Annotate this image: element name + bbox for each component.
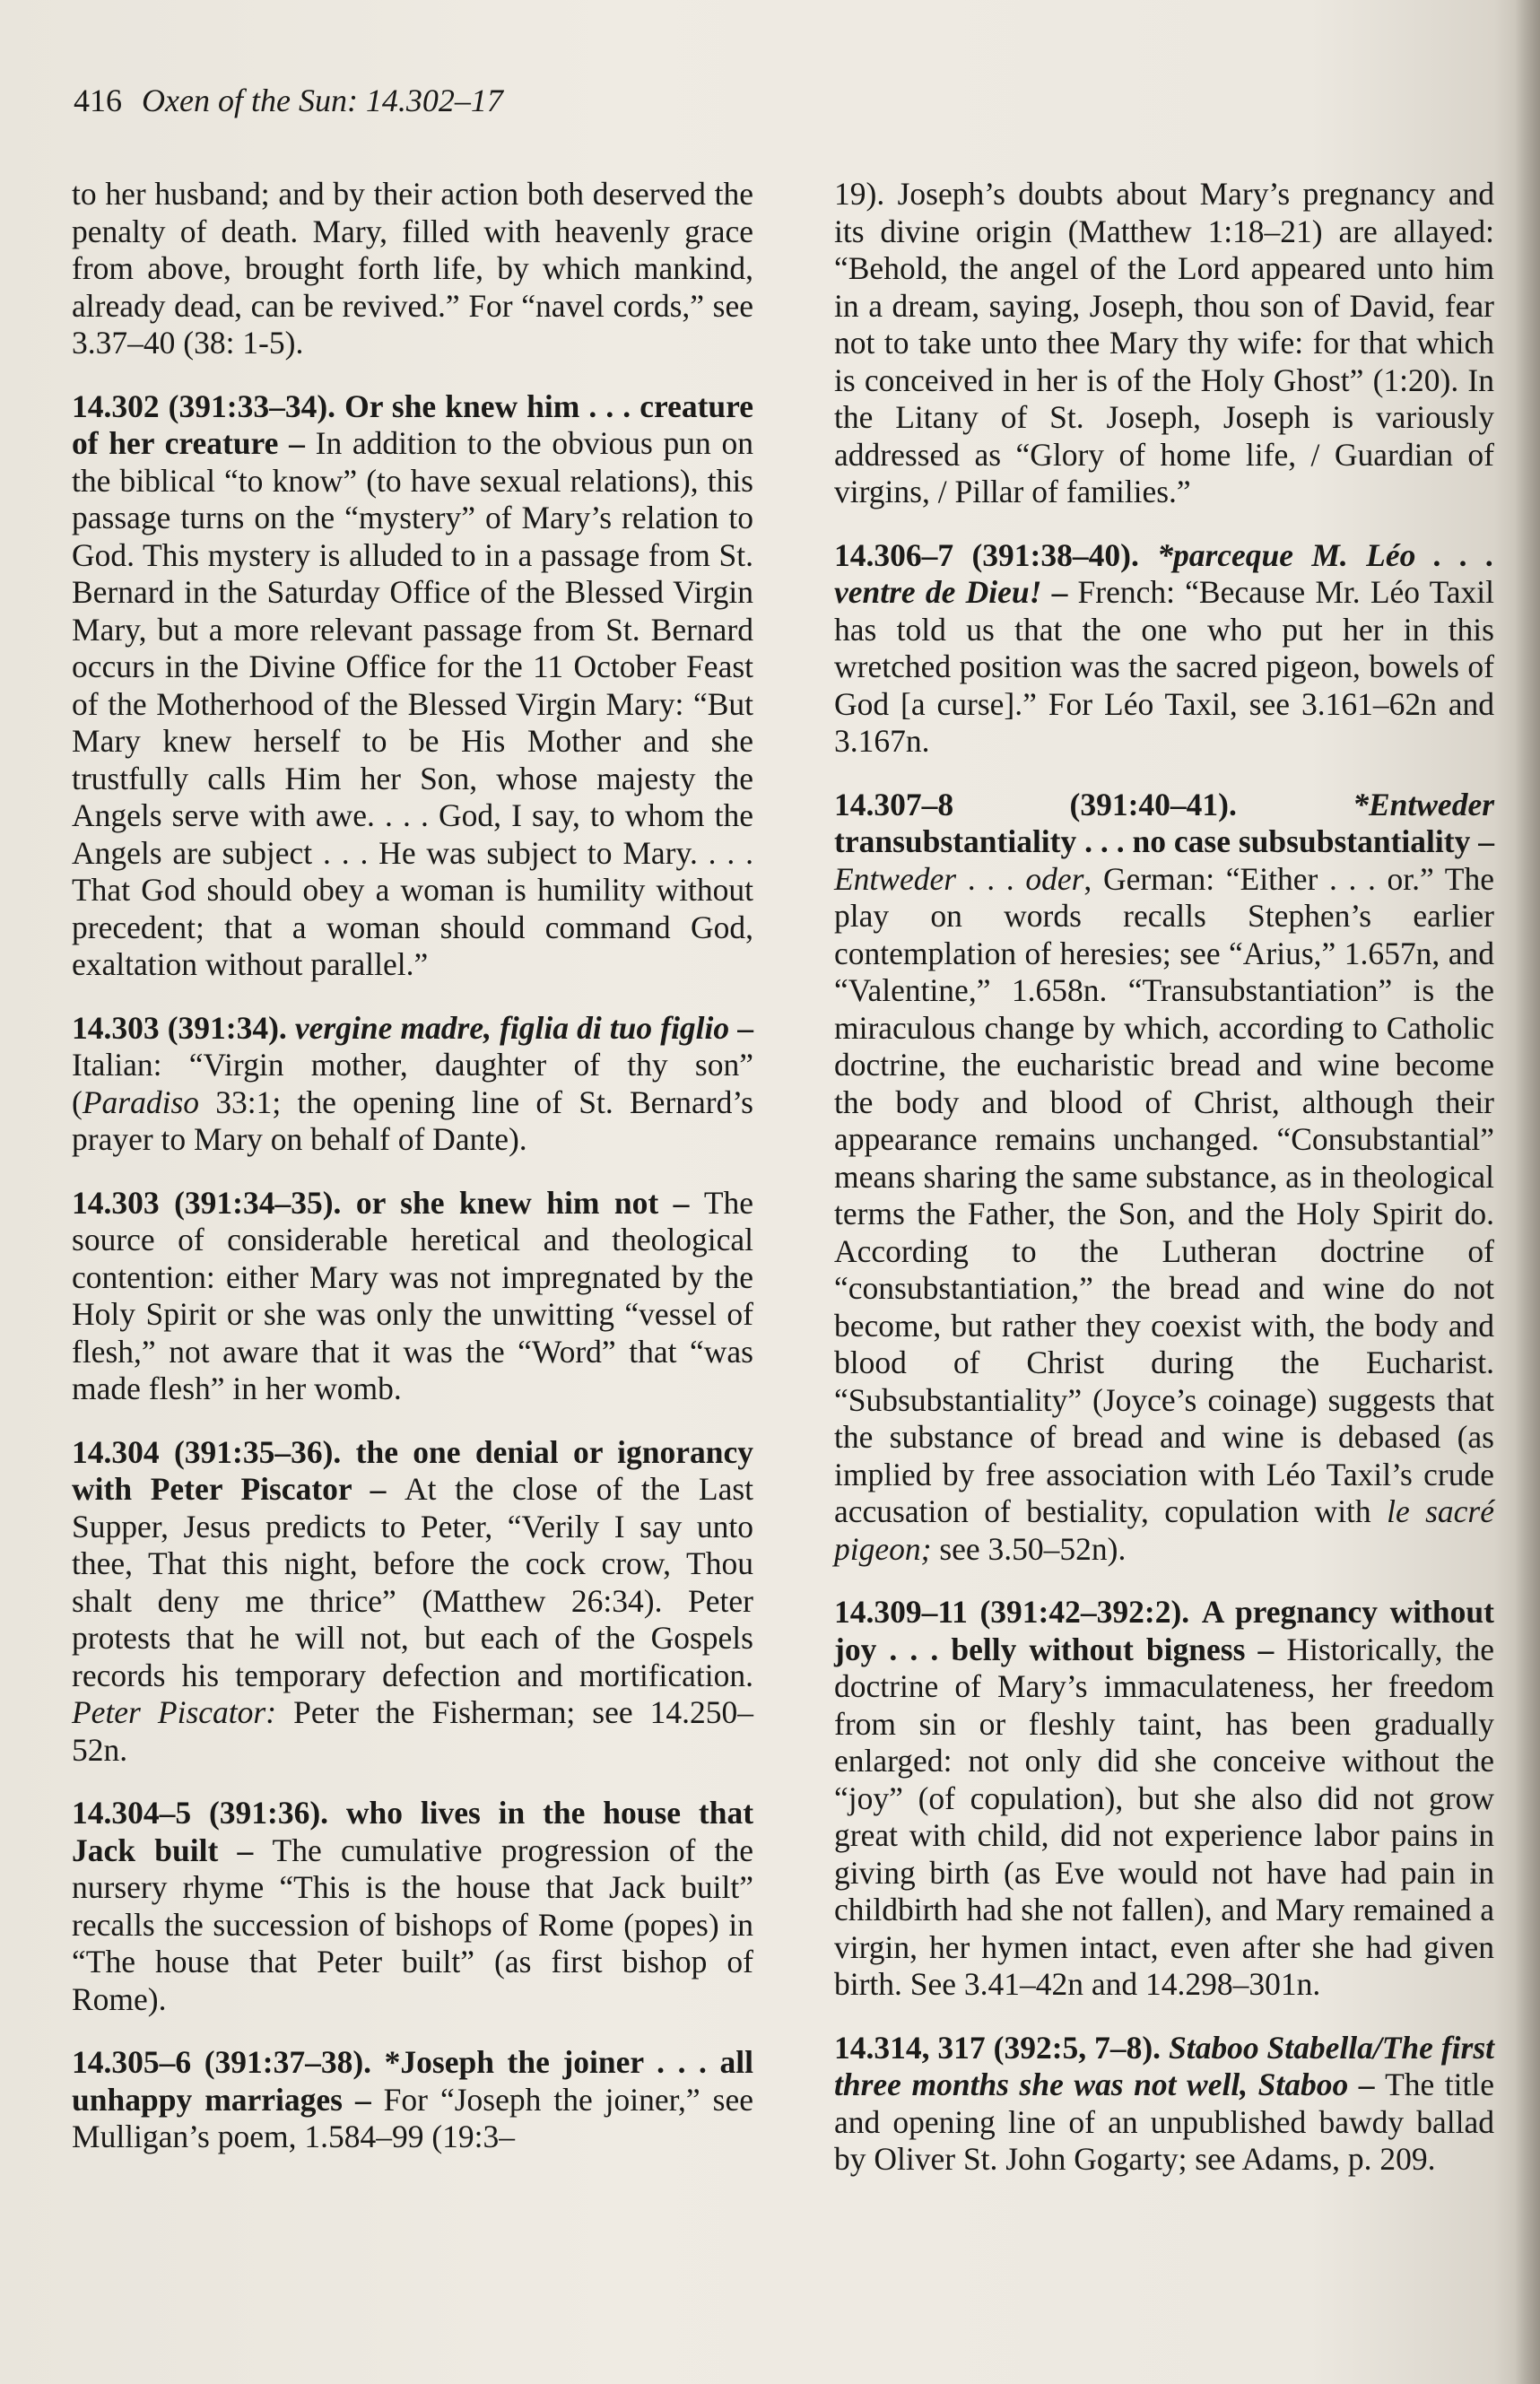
annotation-entry: 14.303 (391:34–35). or she knew him not – The source of considerable heretical and theological contention: either Mary was not impregnated by the Holy Spirit or she was only the unwitting “vessel of flesh,” not aware that it was the “Word” that “was made flesh” in her womb. <box>72 1184 754 1406</box>
entry-lemma-foreign: *Entweder <box>1353 786 1495 822</box>
entry-gloss-term: oder <box>1025 860 1084 897</box>
annotation-entry: 14.309–11 (391:42–392:2). A pregnancy without joy . . . belly without bigness – Historically, the doctrine of Mary’s immaculateness, her freedom from sin or fleshly taint, has been gradually enlarged: not only did she conceive without the “joy” (of copulation), but she also did not grow great with child, did not experience labor pains in giving birth (as Eve would not have had pain in childbirth had she not fallen), and Mary remained a virgin, her hymen intact, even after she had given birth. See 3.41–42n and 14.298–301n. <box>834 1594 1495 2002</box>
annotation-entry: 14.307–8 (391:40–41). *Entweder transubstantiality . . . no case subsubstantiality – Entweder . . . oder, German: “Either . . . or.” The play on words recalls Stephen’s earlier contemplation of heresies; see “Arius,” 1.657n, and “Valentine,” 1.658n. “Transubstantiation” is the miraculous change by which, according to Catholic doctrine, the eucharistic bread and wine become the body and blood of Christ, although their appearance remains unchanged. “Consubstantial” means sharing the same substance, as in theological terms the Father, the Son, and the Holy Spirit do. According to the Lutheran doctrine of “consubstantiation,” the bread and wine do not become, but rather they coexist with, the body and blood of Christ during the Eucharist. “Subsubstantiality” (Joyce’s coinage) suggests that the substance of bread and wine is debased (as implied by free association with Léo Taxil’s crude accusation of bestiality, copulation with le sacré pigeon; see 3.50–52n). <box>834 786 1495 1567</box>
annotation-entry: 14.302 (391:33–34). Or she knew him . . . creature of her creature – In addition to the obvious pun on the biblical “to know” (to have sexual relations), this passage turns on the “mystery” of Mary’s relation to God. This mystery is alluded to in a passage from St. Bernard in the Saturday Office of the Blessed Virgin Mary, but a more relevant passage from St. Bernard occurs in the Divine Office for the 11 October Feast of the Motherhood of the Blessed Virgin Mary: “But Mary knew herself to be His Mother and she trustfully calls Him her Son, whose majesty the Angels serve with awe. . . . God, I say, to whom the Angels are subject . . . He was subject to Mary. . . . That God should obey a woman is humility without precedent; that a woman should command God, exaltation without parallel.” <box>72 387 754 982</box>
entry-gloss: At the close of the Last Supper, Jesus predicts to Peter, “Verily I say unto thee, That this night, before the cock crow, Thou shalt deny me thrice” (Matthew 26:34). Peter protests that he will not, but each of the Gospels records his temporary defection and mortification. <box>72 1471 754 1693</box>
entry-lemma: Or she knew him . . . creature of her creature <box>72 387 754 461</box>
annotation-entry: 14.306–7 (391:38–40). *parceque M. Léo . . . ventre de Dieu! – French: “Because Mr. Léo Taxil has told us that the one who put her in this wretched position was the sacred pigeon, bowels of God [a curse].” For Léo Taxil, see 3.161–62n and 3.167n. <box>834 536 1495 759</box>
entry-gloss: In addition to the obvious pun on the biblical “to know” (to have sexual relations), this passage turns on the “mystery” of Mary’s relation to God. This mystery is alluded to in a passage from St. Bernard in the Saturday Office of the Blessed Virgin Mary, but a more relevant passage from St. Bernard occurs in the Divine Office for the 11 October Feast of the Motherhood of the Blessed Virgin Mary: “But Mary knew herself to be His Mother and she trustfully calls Him her Son, whose majesty the Angels serve with awe. . . . God, I say, to whom the Angels are subject . . . He was subject to Mary. . . . That God should obey a woman is humility without precedent; that a woman should command God, exaltation without parallel.” <box>72 425 753 982</box>
right-column <box>834 176 1494 2179</box>
entry-gloss: The cumulative progression of the nursery rhyme “This is the house that Jack built” recalls the succession of bishops of Rome (popes) in “The house that Peter built” (as first bishop of Rome). <box>72 1832 754 2017</box>
entry-reference: 14.306–7 (391:38–40). <box>834 536 1139 573</box>
entry-lemma: or she knew him not <box>355 1184 659 1221</box>
entry-gloss-term: Peter Piscator: <box>72 1694 277 1730</box>
annotation-entry: 14.304 (391:35–36). the one denial or ignorancy with Peter Piscator – At the close of the Last Supper, Jesus predicts to Peter, “Verily I say unto thee, That this night, before the cock crow, Thou shalt deny me thrice” (Matthew 26:34). Peter protests that he will not, but each of the Gospels records his temporary defection and mortification. Peter Piscator: Peter the Fisherman; see 14.250–52n. <box>72 1433 754 1768</box>
entry-reference: 14.303 (391:34–35). <box>72 1184 342 1221</box>
entry-lemma: A pregnancy without joy . . . belly without bigness <box>834 1594 1494 1667</box>
entry-lemma: the one denial or ignorancy with Peter Piscator <box>72 1433 754 1507</box>
entry-gloss: French: “Because Mr. Léo Taxil has told us that the one who put her in this wretched position was the sacred pigeon, bowels of God [a curse].” For Léo Taxil, see 3.161–62n and 3.167n. <box>834 574 1495 759</box>
entry-gloss: Italian: “Virgin mother, daughter of thy son” ( <box>72 1047 753 1120</box>
entry-lemma: transubstantiality . . . no case subsubstantiality <box>834 823 1471 859</box>
entry-gloss: For “Joseph the joiner,” see Mulligan’s poem, 1.584–99 (19:3– <box>72 2081 753 2154</box>
entry-reference: 14.304 (391:35–36). <box>72 1433 342 1470</box>
entry-reference: 14.302 (391:33–34). <box>72 387 336 424</box>
entry-reference: 14.314, 317 (392:5, 7–8). <box>834 2029 1162 2066</box>
entry-reference: 14.303 (391:34). <box>72 1009 287 1046</box>
annotation-entry: 14.305–6 (391:37–38). *Joseph the joiner . . . all unhappy marriages – For “Joseph the joiner,” see Mulligan’s poem, 1.584–99 (19:3– <box>72 2044 753 2154</box>
entry-gloss: Peter the Fisherman; see 14.250–52n. <box>72 1694 754 1768</box>
annotation-entry: 14.304–5 (391:36). who lives in the house that Jack built – The cumulative progression of the nursery rhyme “This is the house that Jack built” recalls the succession of bishops of Rome (popes) in “The house that Peter built” (as first bishop of Rome). <box>72 1795 754 2017</box>
running-title: Oxen of the Sun: 14.302–17 <box>142 83 503 118</box>
entry-gloss: 33:1; the opening line of St. Bernard’s prayer to Mary on behalf of Dante). <box>72 1083 753 1157</box>
page-number: 416 <box>74 83 122 118</box>
left-column <box>72 176 753 2156</box>
running-header <box>74 79 503 122</box>
entry-lemma: *Joseph the joiner . . . all unhappy marriages <box>72 2044 753 2118</box>
entry-gloss: . . . <box>956 860 1026 897</box>
entry-gloss-term: le sacré pigeon; <box>834 1493 1494 1567</box>
entry-lemma: Staboo Stabella/The first three months she was not well, Staboo <box>834 2029 1495 2102</box>
entry-lemma: *parceque M. Léo . . . ventre de Dieu! <box>834 536 1495 610</box>
annotation-entry: 14.303 (391:34). vergine madre, figlia di tuo figlio – Italian: “Virgin mother, daughter of thy son” (Paradiso 33:1; the opening line of St. Bernard’s prayer to Mary on behalf of Dante). <box>72 1009 754 1157</box>
entry-gloss: see 3.50–52n). <box>931 1530 1127 1567</box>
entry-lemma: who lives in the house that Jack built <box>72 1795 754 1868</box>
entry-reference: 14.304–5 (391:36). <box>72 1795 329 1831</box>
entry-reference: 14.307–8 (391:40–41). <box>834 786 1237 822</box>
page-gutter-shadow <box>1515 0 1540 2384</box>
entry-gloss-title: Paradiso <box>82 1083 200 1120</box>
entry-reference: 14.309–11 (391:42–392:2). <box>834 1594 1190 1630</box>
continued-paragraph: 19). Joseph’s doubts about Mary’s pregnancy and its divine origin (Matthew 1:18–21) are allayed: “Behold, the angel of the Lord appeared unto him in a dream, saying, Joseph, thou son of David, fear not to take unto thee Mary thy wife: for that which is conceived in her is of the Holy Ghost” (1:20). In the Litany of St. Joseph, Joseph is variously addressed as “Glory of home life, / Guardian of virgins, / Pillar of families.” <box>834 176 1494 509</box>
entry-gloss: , German: “Either . . . or.” The play on words recalls Stephen’s earlier contemplation of heresies; see “Arius,” 1.657n, and “Valentine,” 1.658n. “Transubstantiation” is the miraculous change by which, according to Catholic doctrine, the eucharistic bread and wine become the body and blood of Christ, although their appearance remains unchanged. “Consubstantial” means sharing the same substance, as in theological terms the Father, the Son, and the Holy Spirit do. According to the Lutheran doctrine of “consubstantiation,” the bread and wine do not become, but rather they coexist with, the body and blood of Christ during the Eucharist. “Subsubstantiality” (Joyce’s coinage) suggests that the substance of bread and wine is debased (as implied by free association with Léo Taxil’s crude accusation of bestiality, copulation with <box>834 860 1494 1529</box>
entry-gloss: The title and opening line of an unpublished bawdy ballad by Oliver St. John Gogarty; see Adams, p. 209. <box>834 2066 1494 2177</box>
entry-reference: 14.305–6 (391:37–38). <box>72 2044 372 2080</box>
annotation-entry: 14.314, 317 (392:5, 7–8). Staboo Stabella/The first three months she was not well, Staboo – The title and opening line of an unpublished bawdy ballad by Oliver St. John Gogarty; see Adams, p. 209. <box>834 2029 1495 2177</box>
continued-paragraph: to her husband; and by their action both deserved the penalty of death. Mary, filled with heavenly grace from above, brought forth life, by which mankind, already dead, can be revived.” For “navel cords,” see 3.37–40 (38: 1-5). <box>72 176 753 361</box>
entry-lemma: vergine madre, figlia di tuo figlio <box>294 1009 730 1046</box>
entry-gloss-term: Entweder <box>834 860 957 897</box>
entry-gloss: The source of considerable heretical and theological contention: either Mary was not impregnated by the Holy Spirit or she was only the unwitting “vessel of flesh,” not aware that it was the “Word” that “was made flesh” in her womb. <box>72 1184 754 1406</box>
entry-gloss: Historically, the doctrine of Mary’s immaculateness, her freedom from sin or fleshly taint, has been gradually enlarged: not only did she conceive without the “joy” (of copulation), but she also did not grow great with child, did not experience labor pains in giving birth (as Eve would not have had pain in childbirth had she not fallen), and Mary remained a virgin, her hymen intact, even after she had given birth. See 3.41–42n and 14.298–301n. <box>834 1631 1495 2002</box>
